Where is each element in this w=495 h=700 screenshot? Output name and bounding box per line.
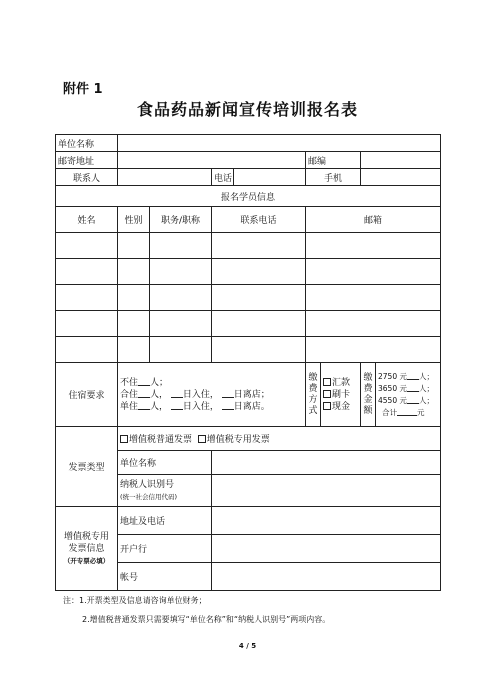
- student-phone-cell[interactable]: [212, 233, 306, 259]
- vat-address-row: [56, 507, 441, 535]
- student-email-cell[interactable]: [306, 285, 441, 311]
- lodging-shared-checkout-blank[interactable]: [222, 389, 234, 398]
- invoice-type-label: 发票类型: [56, 427, 118, 507]
- student-position-cell[interactable]: [150, 259, 212, 285]
- amount-total-line: [378, 407, 438, 419]
- col-phone-header: 联系电话: [212, 207, 306, 233]
- students-section-title: 报名学员信息: [56, 186, 441, 207]
- lodging-options[interactable]: [118, 363, 306, 427]
- page-title: 食品药品新闻宣传培训报名表: [136, 100, 358, 119]
- amount-count-blank[interactable]: [407, 371, 419, 380]
- mail-address-field[interactable]: [118, 152, 306, 169]
- lodging-shared-line: [120, 389, 303, 401]
- student-row: [56, 233, 441, 259]
- contact-person-field[interactable]: [118, 169, 212, 186]
- student-row: [56, 259, 441, 285]
- invoice-type-options: [118, 427, 441, 451]
- vat-info-label: [56, 507, 118, 591]
- student-email-cell[interactable]: [306, 259, 441, 285]
- lodging-single-count-blank[interactable]: [138, 401, 150, 410]
- pay-cash-option[interactable]: [323, 401, 358, 413]
- amount-total-unit: 元: [417, 407, 425, 417]
- contact-person-label: 联系人: [56, 169, 118, 186]
- lodging-single-checkin: 日入住，: [182, 401, 219, 412]
- vat-account-label: 帐号: [118, 563, 212, 591]
- phone-field[interactable]: [234, 169, 306, 186]
- amount-unit: 人；: [418, 395, 434, 405]
- page-number: 4 / 5: [238, 642, 257, 650]
- lodging-shared-checkin: 日入住，: [182, 389, 219, 400]
- student-phone-cell[interactable]: [212, 259, 306, 285]
- vat-address-phone-label: 地址及电话: [118, 507, 212, 535]
- lodging-single-checkin-blank[interactable]: [171, 401, 183, 410]
- payment-amount-char: 金: [363, 394, 373, 405]
- payment-method-char: 费: [308, 383, 318, 394]
- vat-bank-label: 开户行: [118, 535, 212, 563]
- postcode-label: 邮编: [306, 152, 361, 169]
- student-position-cell[interactable]: [150, 233, 212, 259]
- invoice-special-label: 增值税专用发票: [206, 435, 270, 445]
- registration-form: [55, 134, 441, 591]
- mail-address-label: 邮寄地址: [56, 152, 118, 169]
- col-gender-header: 性别: [118, 207, 150, 233]
- note-line: 2.增值税普通发票只需要填写“单位名称”和“纳税人识别号”两项内容。: [82, 615, 331, 624]
- col-name-header: 姓名: [56, 207, 118, 233]
- student-row: [56, 285, 441, 311]
- payment-method-label: [306, 363, 321, 427]
- lodging-shared-count-blank[interactable]: [138, 389, 150, 398]
- lodging-shared-text: 合住: [120, 389, 139, 400]
- contact-row: [56, 169, 441, 186]
- attachment-label: 附件 1: [63, 82, 103, 97]
- amount-count-blank[interactable]: [407, 395, 419, 404]
- amount-total-blank[interactable]: [397, 407, 417, 416]
- amount-line: [378, 383, 438, 395]
- invoice-type-row: [56, 427, 441, 451]
- student-gender-cell[interactable]: [118, 337, 150, 363]
- lodging-single-checkout: 日离店。: [233, 401, 270, 412]
- vat-label-note: （开专票必填）: [63, 556, 110, 565]
- pay-card-label: 刷卡: [332, 389, 351, 400]
- vat-account-field[interactable]: [212, 563, 441, 591]
- lodging-single-text: 单住: [120, 401, 139, 412]
- student-email-cell[interactable]: [306, 337, 441, 363]
- lodging-none-suffix: 人；: [150, 377, 169, 388]
- mobile-label: 手机: [306, 169, 361, 186]
- pay-cash-label: 现金: [332, 401, 351, 412]
- postcode-field[interactable]: [361, 152, 441, 169]
- student-gender-cell[interactable]: [118, 285, 150, 311]
- student-row: [56, 337, 441, 363]
- tax-id-label: 纳税人识别号: [120, 479, 175, 490]
- lodging-single-line: [120, 401, 303, 413]
- phone-label: 电话: [212, 169, 234, 186]
- checkbox-icon[interactable]: [323, 378, 331, 386]
- amount-count-blank[interactable]: [407, 383, 419, 392]
- unit-name-label: 单位名称: [56, 135, 118, 152]
- student-position-cell[interactable]: [150, 311, 212, 337]
- student-gender-cell[interactable]: [118, 259, 150, 285]
- amount-unit: 人；: [418, 383, 434, 393]
- tax-id-note: (统一社会信用代码): [120, 492, 178, 501]
- note-line: 注：1.开票类型及信息请咨询单位财务；: [63, 596, 207, 605]
- payment-amount-char: 费: [363, 383, 373, 394]
- amount-price: 3650 元: [378, 383, 407, 393]
- col-position-header: 职务/职称: [150, 207, 212, 233]
- student-phone-cell[interactable]: [212, 337, 306, 363]
- student-row: [56, 311, 441, 337]
- amount-price: 4550 元: [378, 395, 407, 405]
- lodging-shared-unit: 人，: [150, 389, 169, 400]
- vat-label-line2: 发票信息: [68, 543, 105, 554]
- checkbox-icon[interactable]: [323, 402, 331, 410]
- lodging-shared-checkout: 日离店；: [233, 389, 270, 400]
- vat-address-phone-field[interactable]: [212, 507, 441, 535]
- amount-line: [378, 395, 438, 407]
- student-position-cell[interactable]: [150, 285, 212, 311]
- student-name-cell[interactable]: [56, 233, 118, 259]
- student-name-cell[interactable]: [56, 311, 118, 337]
- pay-card-option[interactable]: [323, 389, 358, 401]
- lodging-none-blank[interactable]: [138, 377, 150, 386]
- lodging-none-text: 不住: [120, 377, 139, 388]
- student-gender-cell[interactable]: [118, 311, 150, 337]
- payment-method-char: 缴: [308, 372, 318, 383]
- checkbox-icon[interactable]: [198, 435, 206, 443]
- lodging-label: 住宿要求: [56, 363, 118, 427]
- lodging-single-unit: 人，: [150, 401, 169, 412]
- student-phone-cell[interactable]: [212, 311, 306, 337]
- pay-transfer-label: 汇款: [332, 377, 351, 388]
- pay-transfer-option[interactable]: [323, 377, 358, 389]
- students-header-row: [56, 207, 441, 233]
- vat-bank-field[interactable]: [212, 535, 441, 563]
- student-email-cell[interactable]: [306, 233, 441, 259]
- student-name-cell[interactable]: [56, 259, 118, 285]
- col-email-header: 邮箱: [306, 207, 441, 233]
- payment-amounts: [376, 363, 441, 427]
- lodging-row: [56, 363, 441, 427]
- amount-line: [378, 371, 438, 383]
- students-section-row: [56, 186, 441, 207]
- checkbox-icon[interactable]: [323, 390, 331, 398]
- invoice-normal-label: 增值税普通发票: [129, 435, 193, 445]
- payment-method-char: 式: [308, 405, 318, 416]
- student-email-cell[interactable]: [306, 311, 441, 337]
- payment-method-char: 方: [308, 394, 318, 405]
- invoice-unit-name-field[interactable]: [212, 451, 441, 475]
- address-row: [56, 152, 441, 169]
- student-position-cell[interactable]: [150, 337, 212, 363]
- payment-amount-char: 额: [363, 405, 373, 416]
- amount-price: 2750 元: [378, 371, 407, 381]
- unit-name-field[interactable]: [118, 135, 441, 152]
- lodging-shared-checkin-blank[interactable]: [171, 389, 183, 398]
- checkbox-icon[interactable]: [120, 435, 128, 443]
- amount-unit: 人；: [418, 371, 434, 381]
- tax-id-field[interactable]: [212, 475, 441, 507]
- mobile-field[interactable]: [361, 169, 441, 186]
- student-gender-cell[interactable]: [118, 233, 150, 259]
- vat-label-line1: 增值税专用: [63, 531, 109, 542]
- invoice-unit-name-label: 单位名称: [118, 451, 212, 475]
- payment-amount-char: 缴: [363, 372, 373, 383]
- tax-id-label-cell: [118, 475, 212, 507]
- notes: [63, 591, 330, 629]
- amount-total-label: 合计: [382, 407, 397, 417]
- student-name-cell[interactable]: [56, 285, 118, 311]
- payment-amount-label: [361, 363, 376, 427]
- student-phone-cell[interactable]: [212, 285, 306, 311]
- payment-method-options: [321, 363, 361, 427]
- student-name-cell[interactable]: [56, 337, 118, 363]
- unit-row: [56, 135, 441, 152]
- lodging-single-checkout-blank[interactable]: [222, 401, 234, 410]
- lodging-none-line: [120, 377, 303, 389]
